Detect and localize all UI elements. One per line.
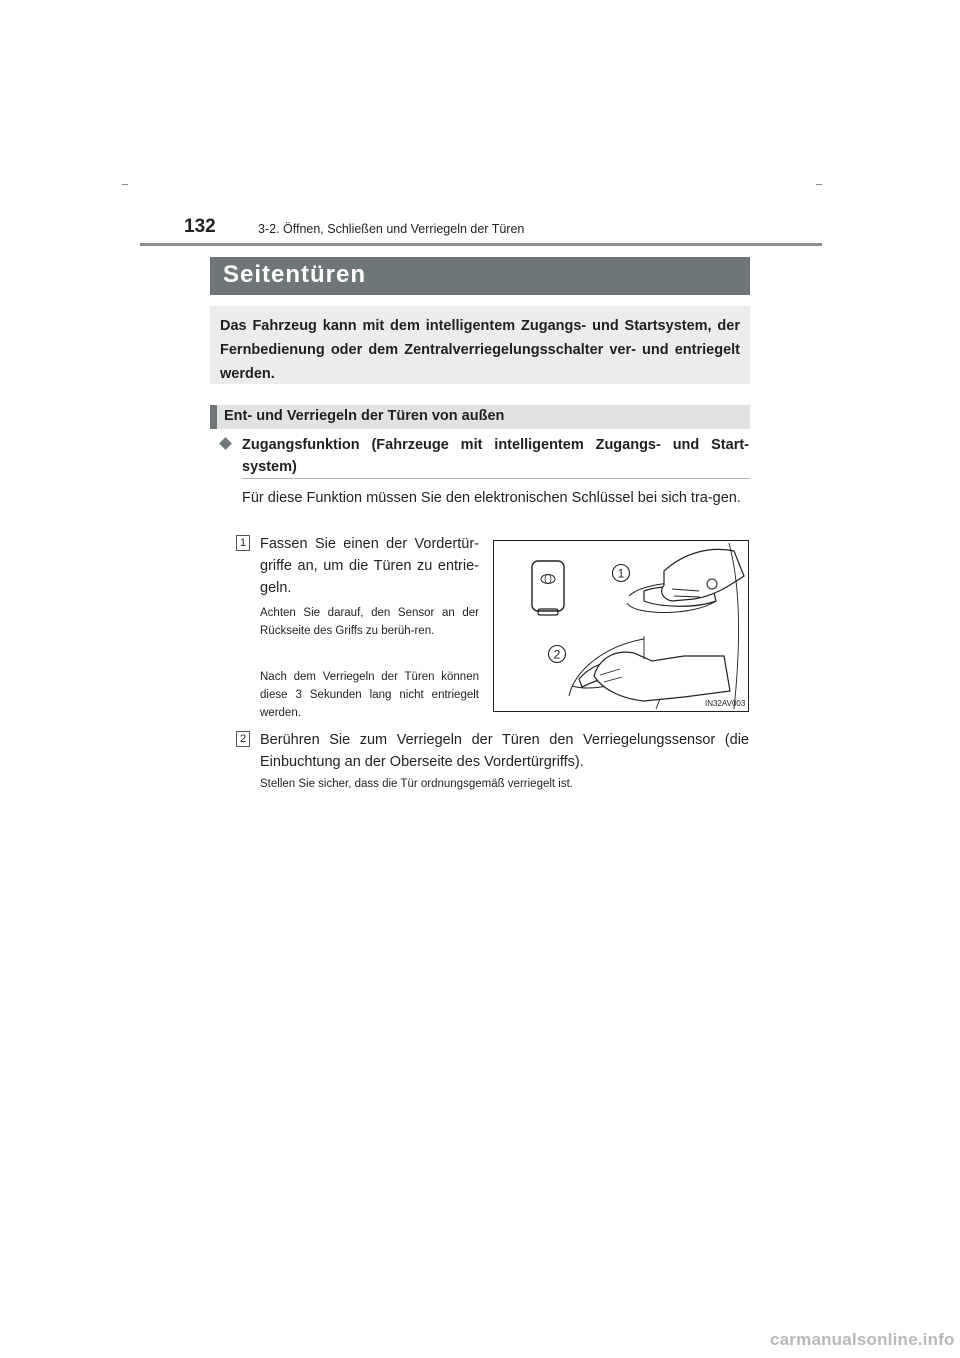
figure-code: IN32AV003 bbox=[705, 699, 746, 708]
page-title-bar bbox=[210, 257, 750, 295]
door-handle-illustration bbox=[494, 541, 750, 713]
crop-mark-left bbox=[122, 184, 128, 185]
diamond-bullet-icon bbox=[219, 437, 232, 450]
electronic-key-icon bbox=[532, 561, 564, 615]
bullet-body: Für diese Funktion müssen Sie den elektronischen Schlüssel bei sich tra-gen. bbox=[242, 490, 741, 506]
step-1-note-1: Achten Sie darauf, den Sensor an der Rückseite des Griffs zu berüh-ren. bbox=[260, 607, 479, 637]
page-title: Seitentüren bbox=[223, 261, 367, 288]
header-rule bbox=[140, 243, 822, 246]
step-2-note-1: Stellen Sie sicher, dass die Tür ordnungsgemäß verriegelt ist. bbox=[260, 778, 573, 790]
step-1-note-2: Nach dem Verriegeln der Türen können diese 3 Sekunden lang nicht entriegelt werden. bbox=[260, 671, 479, 719]
step-2-text: Berühren Sie zum Verriegeln der Türen den Verriegelungssensor (die Einbuchtung an der Oberseite des Vordertürgriffs). bbox=[260, 732, 749, 770]
callout-2: 2 bbox=[553, 647, 561, 662]
bullet-heading: Zugangsfunktion (Fahrzeuge mit intelligentem Zugangs- und Start-system) bbox=[242, 437, 749, 475]
step-1-text: Fassen Sie einen der Vordertür-griffe an, um die Türen zu entrie-geln. bbox=[260, 536, 479, 596]
bullet-rule bbox=[242, 478, 750, 479]
page-number: 132 bbox=[184, 216, 216, 237]
subsection-accent bbox=[210, 405, 217, 429]
subsection-bar bbox=[210, 405, 750, 429]
section-header: 3-2. Öffnen, Schließen und Verriegeln der Türen bbox=[258, 222, 525, 236]
callout-1: 1 bbox=[617, 566, 625, 581]
watermark: carmanualsonline.info bbox=[770, 1330, 955, 1349]
step-number-2: 2 bbox=[236, 731, 250, 747]
step-number-1: 1 bbox=[236, 535, 250, 551]
crop-mark-right bbox=[816, 184, 822, 185]
figure-door-handle bbox=[493, 540, 749, 712]
intro-box bbox=[210, 306, 750, 384]
intro-text: Das Fahrzeug kann mit dem intelligentem Zugangs- und Startsystem, der Fernbedienung oder dem Zentralverriegelungsschalter ver- und entriegelt werden. bbox=[220, 318, 740, 382]
subsection-title: Ent- und Verriegeln der Türen von außen bbox=[224, 408, 505, 424]
